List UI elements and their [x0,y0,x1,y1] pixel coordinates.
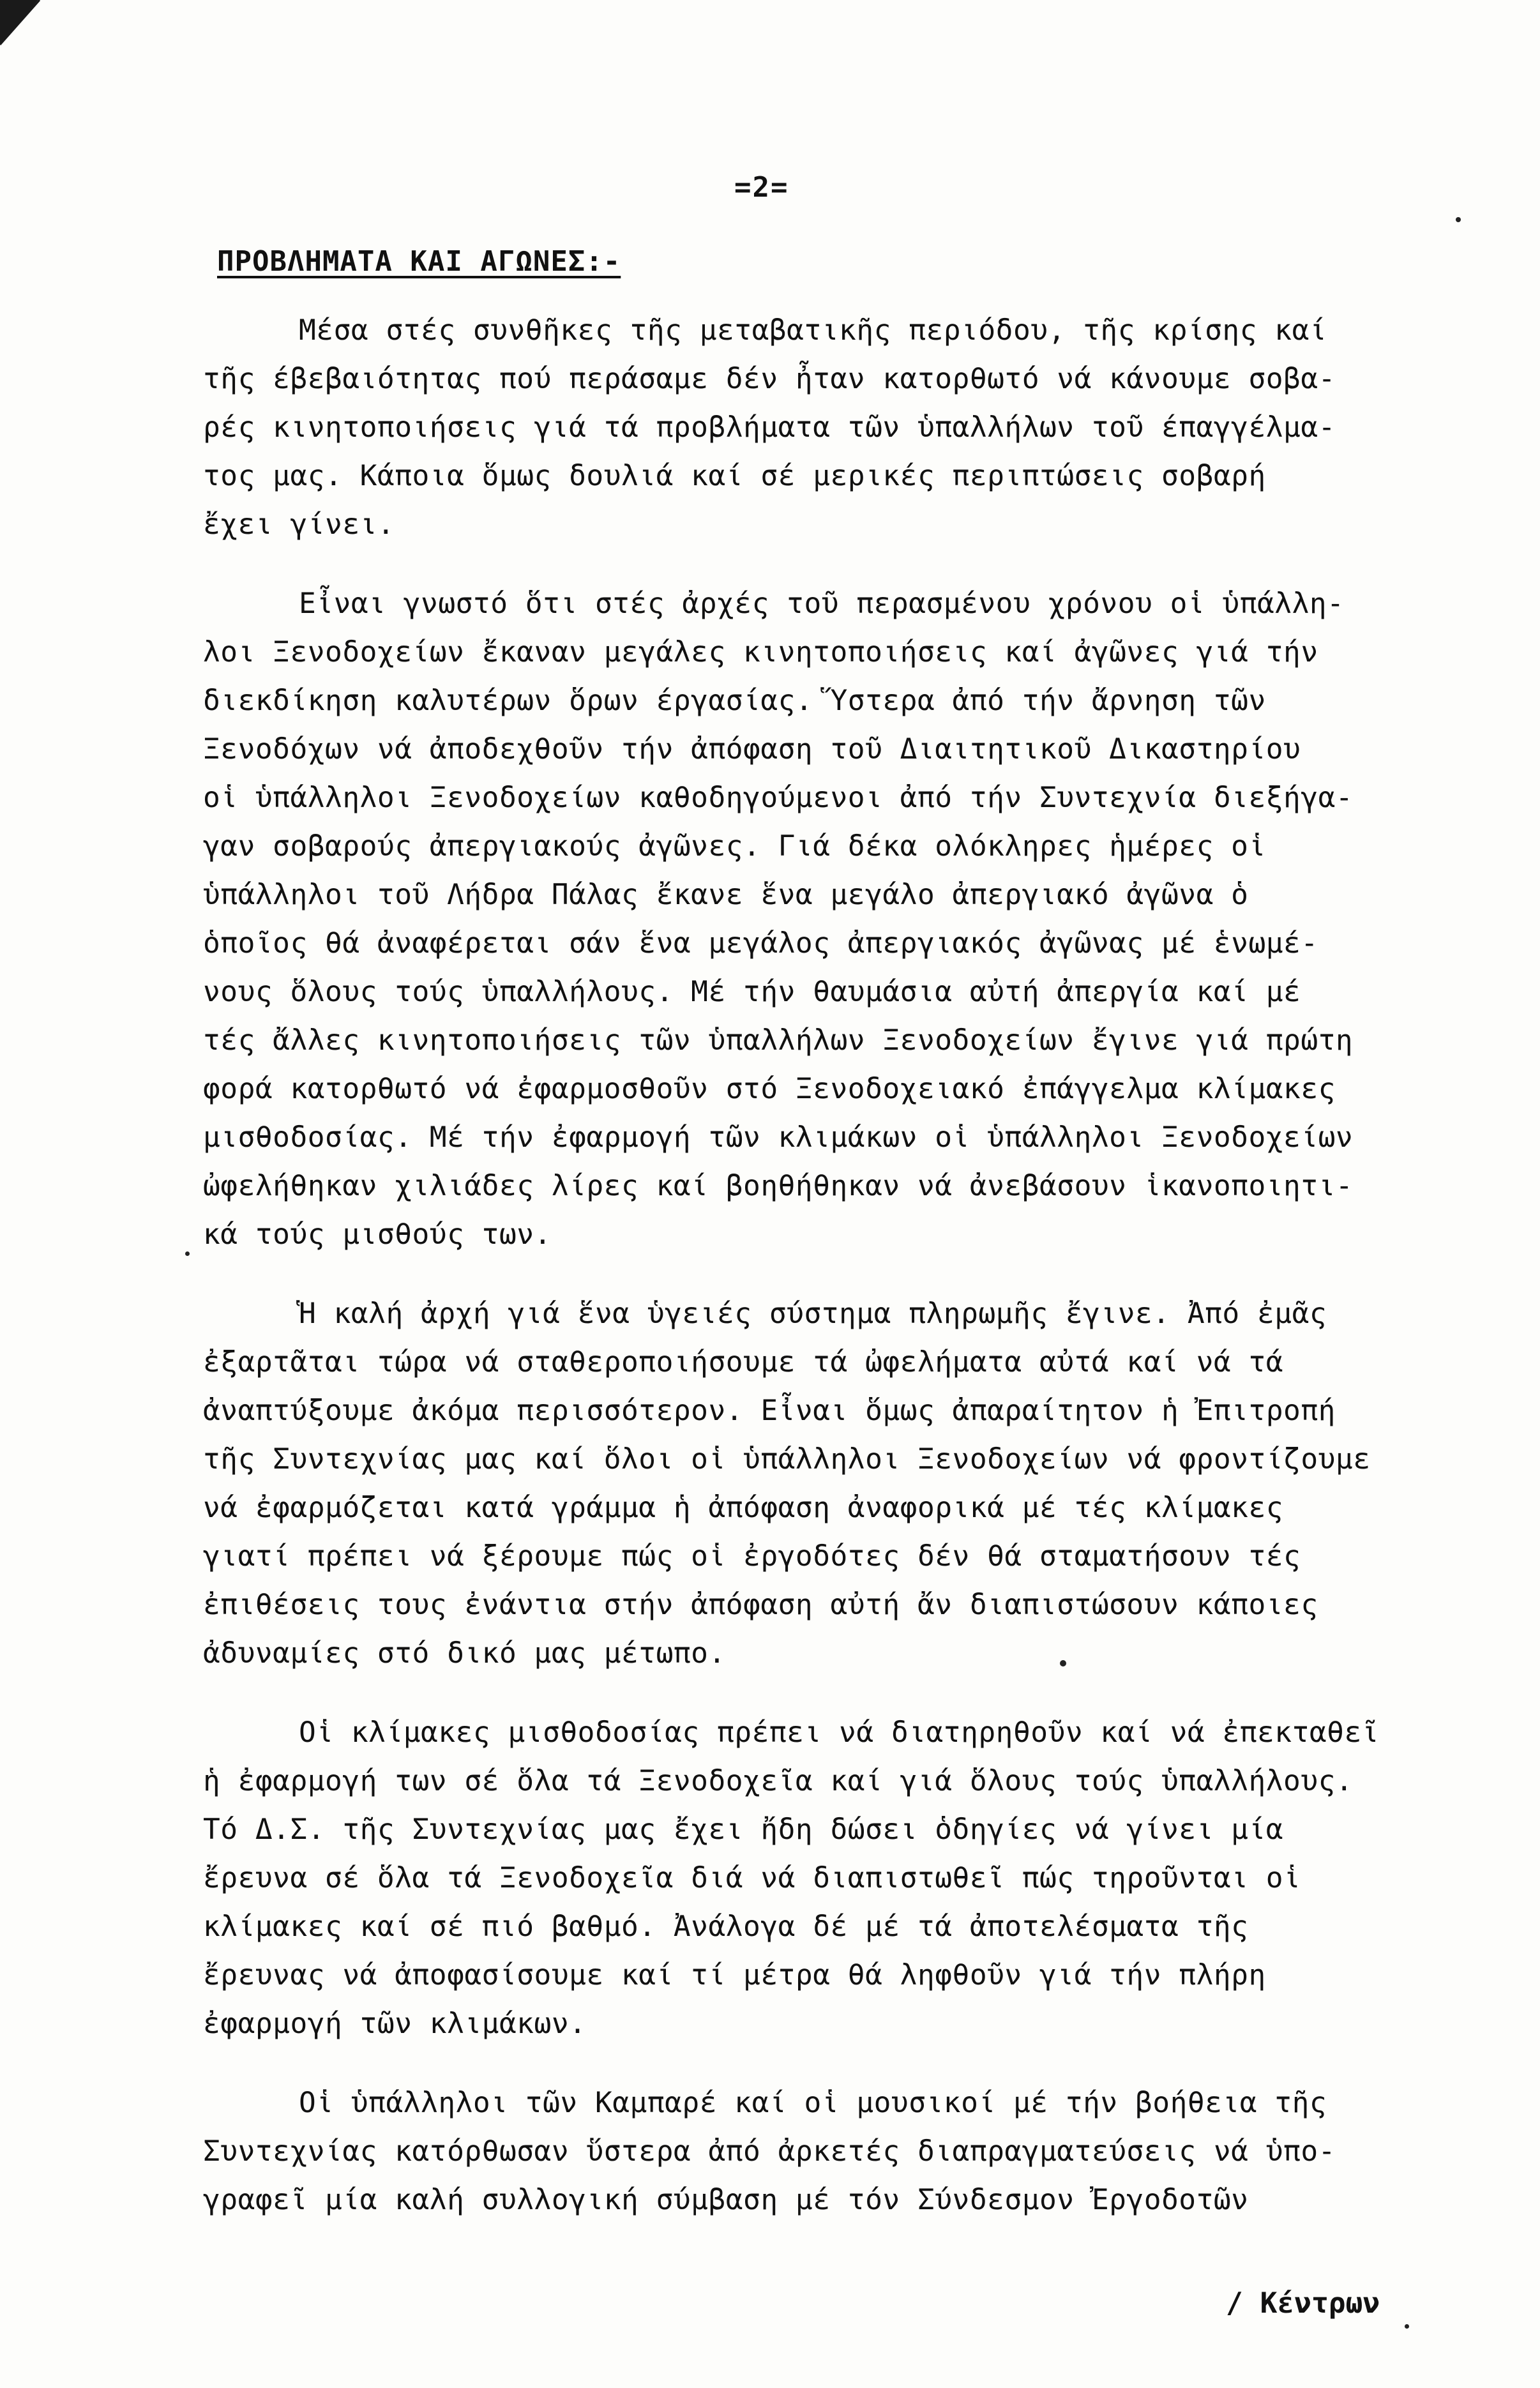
text-line: ἐξαρτᾶται τώρα νά σταθεροποιήσουμε τά ὠφελήματα αὐτά καί νά τά [203,1346,1284,1379]
text-line: ὁποῖος θά ἀναφέρεται σάν ἕνα μεγάλος ἀπεργιακός ἀγῶνας μέ ἑνωμέ- [203,927,1318,960]
text-line: κλίμακες καί σέ πιό βαθμό. Ἀνάλογα δέ μέ τά ἀποτελέσματα τῆς [203,1910,1249,1943]
text-line: μισθοδοσίας. Μέ τήν ἐφαρμογή τῶν κλιμάκων οἱ ὑπάλληλοι Ξενοδοχείων [203,1121,1354,1154]
text-line: ἔρευνα σέ ὅλα τά Ξενοδοχεῖα διά νά διαπιστωθεῖ πώς τηροῦνται οἱ [203,1862,1301,1894]
text-line: ρές κινητοποιήσεις γιά τά προβλήματα τῶν ὑπαλλήλων τοῦ έπαγγέλμα- [203,411,1336,444]
text-line: Ξενοδόχων νά ἀποδεχθοῦν τήν ἀπόφαση τοῦ Διαιτητικοῦ Δικαστηρίου [203,733,1301,766]
scan-speck [1456,217,1461,222]
paragraph-5 [203,2079,1454,2225]
text-line: γαν σοβαρούς ἀπεργιακούς ἀγῶνες. Γιά δέκα ολόκληρες ἡμέρες οἱ [203,830,1266,863]
text-line: ἀναπτύξουμε ἀκόμα περισσότερον. Εἶναι ὅμως ἀπαραίτητον ἡ Ἐπιτροπή [203,1394,1336,1427]
text-line: νους ὅλους τούς ὑπαλλήλους. Μέ τήν θαυμάσια αὐτή ἀπεργία καί μέ [203,976,1301,1008]
text-line: νά ἐφαρμόζεται κατά γράμμα ἡ ἀπόφαση ἀναφορικά μέ τές κλίμακες [203,1492,1284,1524]
text-line: ὑπάλληλοι τοῦ Λήδρα Πάλας ἔκανε ἕνα μεγάλο ἀπεργιακό ἀγῶνα ὁ [203,879,1249,911]
text-line: λοι Ξενοδοχείων ἔκαναν μεγάλες κινητοποιήσεις καί ἀγῶνες γιά τήν [203,636,1318,669]
text-line: τῆς έβεβαιότητας πού περάσαμε δέν ἦταν κατορθωτό νά κάνουμε σοβα- [203,363,1336,395]
text-line: κά τούς μισθούς των. [203,1218,552,1251]
text-line: ἐφαρμογή τῶν κλιμάκων. [203,2007,587,2040]
text-line: τῆς Συντεχνίας μας καί ὅλοι οἱ ὑπάλληλοι Ξενοδοχείων νά φροντίζουμε [203,1443,1371,1476]
paragraph-1 [203,306,1454,549]
text-line: ἔρευνας νά ἀποφασίσουμε καί τί μέτρα θά ληφθοῦν γιά τήν πλήρη [203,1959,1266,1991]
text-line: ἀδυναμίες στό δικό μας μέτωπο. [203,1637,726,1670]
paragraph-3 [203,1290,1454,1678]
corner-scan-mark [0,0,51,51]
text-line: τές ἄλλες κινητοποιήσεις τῶν ὑπαλλήλων Ξενοδοχείων ἔγινε γιά πρώτη [203,1024,1354,1057]
text-line: Συντεχνίας κατόρθωσαν ὕστερα ἀπό ἀρκετές διαπραγματεύσεις νά ὑπο- [203,2135,1336,2168]
continuation-word: / Κέντρων [1226,2287,1380,2320]
paragraph-2 [203,580,1454,1259]
document-body [203,306,1454,2255]
paragraph-4 [203,1709,1454,2048]
text-line: Οἱ κλίμακες μισθοδοσίας πρέπει νά διατηρηθοῦν καί νά ἐπεκταθεῖ [299,1716,1380,1749]
scan-speck [1405,2324,1409,2329]
text-line: Οἱ ὑπάλληλοι τῶν Καμπαρέ καί οἱ μουσικοί μέ τήν βοήθεια τῆς [299,2087,1327,2119]
text-line: Ἡ καλή ἀρχή γιά ἕνα ὑγειές σύστημα πληρωμῆς ἔγινε. Ἀπό ἐμᾶς [299,1297,1327,1330]
text-line: διεκδίκηση καλυτέρων ὅρων έργασίας. Ὕστερα ἀπό τήν ἄρνηση τῶν [203,684,1266,717]
text-line: Μέσα στές συνθῆκες τῆς μεταβατικῆς περιόδου, τῆς κρίσης καί [299,314,1327,347]
text-line: οἱ ὑπάλληλοι Ξενοδοχείων καθοδηγούμενοι ἀπό τήν Συντεχνία διεξήγα- [203,782,1354,814]
text-line: ἡ ἐφαρμογή των σέ ὅλα τά Ξενοδοχεῖα καί γιά ὅλους τούς ὑπαλλήλους. [203,1765,1354,1797]
section-heading: ΠΡΟΒΛΗΜΑΤΑ ΚΑΙ ΑΓΩΝΕΣ:- [217,245,621,278]
text-line: ἐπιθέσεις τους ἐνάντια στήν ἀπόφαση αὐτή ἄν διαπιστώσουν κάποιες [203,1589,1318,1621]
scan-speck [1060,1660,1066,1666]
text-line: φορά κατορθωτό νά ἐφαρμοσθοῦν στό Ξενοδοχειακό ἐπάγγελμα κλίμακες [203,1073,1336,1105]
text-line: ἔχει γίνει. [203,508,395,541]
scan-speck [185,1251,190,1256]
text-line: Εἶναι γνωστό ὅτι στές ἀρχές τοῦ περασμένου χρόνου οἱ ὑπάλλη- [299,587,1345,620]
text-line: γιατί πρέπει νά ξέρουμε πώς οἱ ἐργοδότες δέν θά σταματήσουν τές [203,1540,1301,1573]
text-line: Τό Δ.Σ. τῆς Συντεχνίας μας ἔχει ἤδη δώσει ὁδηγίες νά γίνει μία [203,1813,1284,1846]
text-line: τος μας. Κάποια ὅμως δουλιά καί σέ μερικές περιπτώσεις σοβαρή [203,460,1266,492]
text-line: ὠφελήθηκαν χιλιάδες λίρες καί βοηθήθηκαν νά ἀνεβάσουν ἱκανοποιητι- [203,1170,1354,1202]
text-line: γραφεῖ μία καλή συλλογική σύμβαση μέ τόν Σύνδεσμον Ἐργοδοτῶν [203,2184,1249,2216]
page-number: =2= [734,171,789,204]
